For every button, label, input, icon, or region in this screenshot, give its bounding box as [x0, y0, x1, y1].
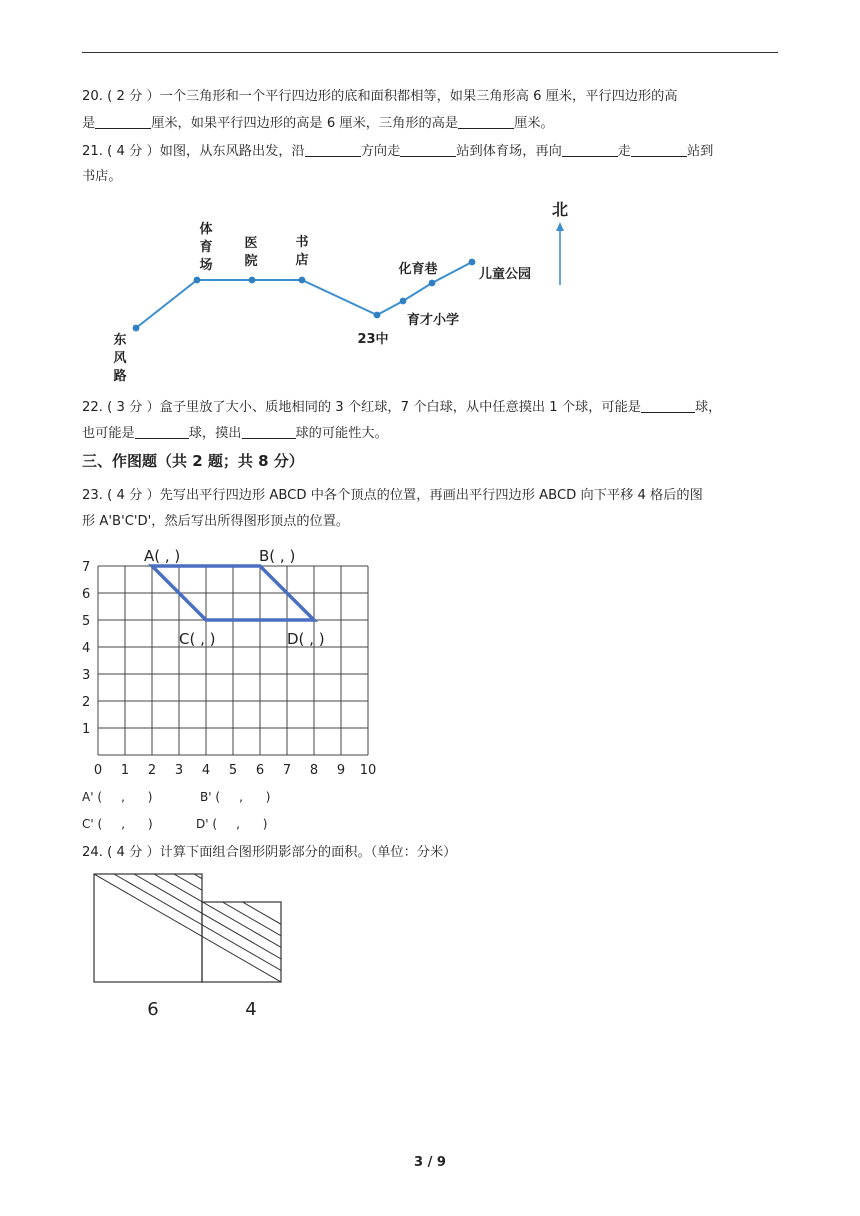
label-shudian-2: 店: [295, 253, 309, 268]
answer-a-prime[interactable]: A' ( , ): [82, 790, 153, 804]
hatch-line: [114, 874, 301, 982]
hatch-line: [134, 874, 321, 982]
q22-text-b: 球，: [694, 400, 722, 415]
y-tick-label: 2: [82, 695, 91, 710]
y-tick-label: 1: [82, 722, 91, 737]
hatch-line: [94, 874, 281, 982]
q23-text-1: 先写出平行四边形 ABCD 中各个顶点的位置，再画出平行四边形 ABCD 向下平移 4 格后的图: [159, 488, 703, 503]
q21-text-line2: 书店。: [82, 169, 122, 184]
x-tick-label: 9: [336, 763, 346, 778]
q23-text-2: 形 A'B'C'D'，然后写出所得图形顶点的位置。: [82, 514, 350, 529]
q20-text-2c: 厘米。: [514, 116, 554, 131]
x-tick-label: 6: [255, 763, 265, 778]
q22-text-a: 盒子里放了大小、质地相同的 3 个红球，7 个白球，从中任意摸出 1 个球，可能是: [159, 400, 641, 415]
label-dongfeng-2: 风: [113, 351, 127, 366]
x-tick-label: 0: [93, 763, 103, 778]
vertex-label-b: B( , ): [259, 547, 296, 565]
q21-text-a: 如图，从东风路出发，沿: [159, 144, 305, 159]
q22-text-e: 球的可能性大。: [295, 426, 388, 441]
q21-text-c: 站到体育场，再向: [456, 144, 562, 159]
label-yiyuan-2: 院: [244, 254, 258, 269]
y-tick-label: 3: [82, 668, 91, 683]
q21-text-e: 站到: [686, 144, 714, 159]
q20-text-2a: 是: [82, 116, 96, 131]
y-tick-label: 5: [82, 614, 91, 629]
hatch-line: [194, 874, 381, 982]
vertex-label-d: D( , ): [287, 630, 325, 648]
x-tick-label: 3: [174, 763, 184, 778]
y-tick-label: 4: [82, 641, 91, 656]
section-title: 三、作图题（共 2 题；共 8 分）: [82, 452, 304, 470]
label-dongfeng-1: 东: [113, 333, 127, 348]
q21-text-d: 走: [617, 144, 631, 159]
small-square-label: 4: [245, 999, 257, 1020]
q24-prefix: 24. ( 4 分 ）: [82, 845, 160, 860]
q24-text: 计算下面组合图形阴影部分的面积。（单位：分米）: [159, 845, 457, 860]
y-tick-label: 7: [82, 560, 91, 575]
page-number: 3 / 9: [414, 1155, 446, 1170]
label-23zhong: 23中: [357, 332, 389, 347]
q20-text-1: 一个三角形和一个平行四边形的底和面积都相等，如果三角形高 6 厘米，平行四边形的高: [159, 89, 678, 104]
q20-prefix: 20. ( 2 分 ）: [82, 89, 160, 104]
label-tiyuchang-3: 场: [199, 258, 213, 273]
q22-prefix: 22. ( 3 分 ）: [82, 400, 160, 415]
label-yucai: 育才小学: [406, 313, 460, 328]
small-square: [202, 902, 281, 982]
label-ertong: 儿童公园: [478, 267, 532, 282]
x-tick-label: 4: [201, 763, 211, 778]
q21-text-b: 方向走: [360, 144, 401, 159]
x-tick-label: 7: [282, 763, 292, 778]
q22-text-d: 球，摸出: [188, 426, 242, 441]
x-tick-label: 10: [359, 763, 377, 778]
x-tick-label: 8: [309, 763, 319, 778]
label-yiyuan-1: 医: [244, 236, 258, 251]
label-tiyuchang-1: 体: [199, 222, 213, 237]
q21-prefix: 21. ( 4 分 ）: [82, 144, 160, 159]
vertex-label-a: A( , ): [144, 547, 181, 565]
big-square: [94, 874, 202, 982]
answer-b-prime[interactable]: B' ( , ): [200, 790, 271, 804]
big-square-label: 6: [147, 999, 159, 1020]
label-dongfeng-3: 路: [113, 369, 127, 384]
answer-d-prime[interactable]: D' ( , ): [196, 817, 268, 831]
answer-c-prime[interactable]: C' ( , ): [82, 817, 153, 831]
x-tick-label: 5: [228, 763, 238, 778]
q22-text-c: 也可能是: [82, 426, 135, 441]
q20-text-2b: 厘米，如果平行四边形的高是 6 厘米，三角形的高是: [151, 116, 459, 131]
hatch-line: [154, 874, 341, 982]
label-huayu: 化育巷: [398, 262, 438, 277]
vertex-label-c: C( , ): [179, 630, 216, 648]
label-north: 北: [551, 200, 569, 219]
label-tiyuchang-2: 育: [199, 240, 213, 255]
x-tick-label: 1: [120, 763, 130, 778]
y-tick-label: 6: [82, 587, 91, 602]
label-shudian-1: 书: [295, 235, 309, 250]
q23-prefix: 23. ( 4 分 ）: [82, 488, 160, 503]
x-tick-label: 2: [147, 763, 157, 778]
